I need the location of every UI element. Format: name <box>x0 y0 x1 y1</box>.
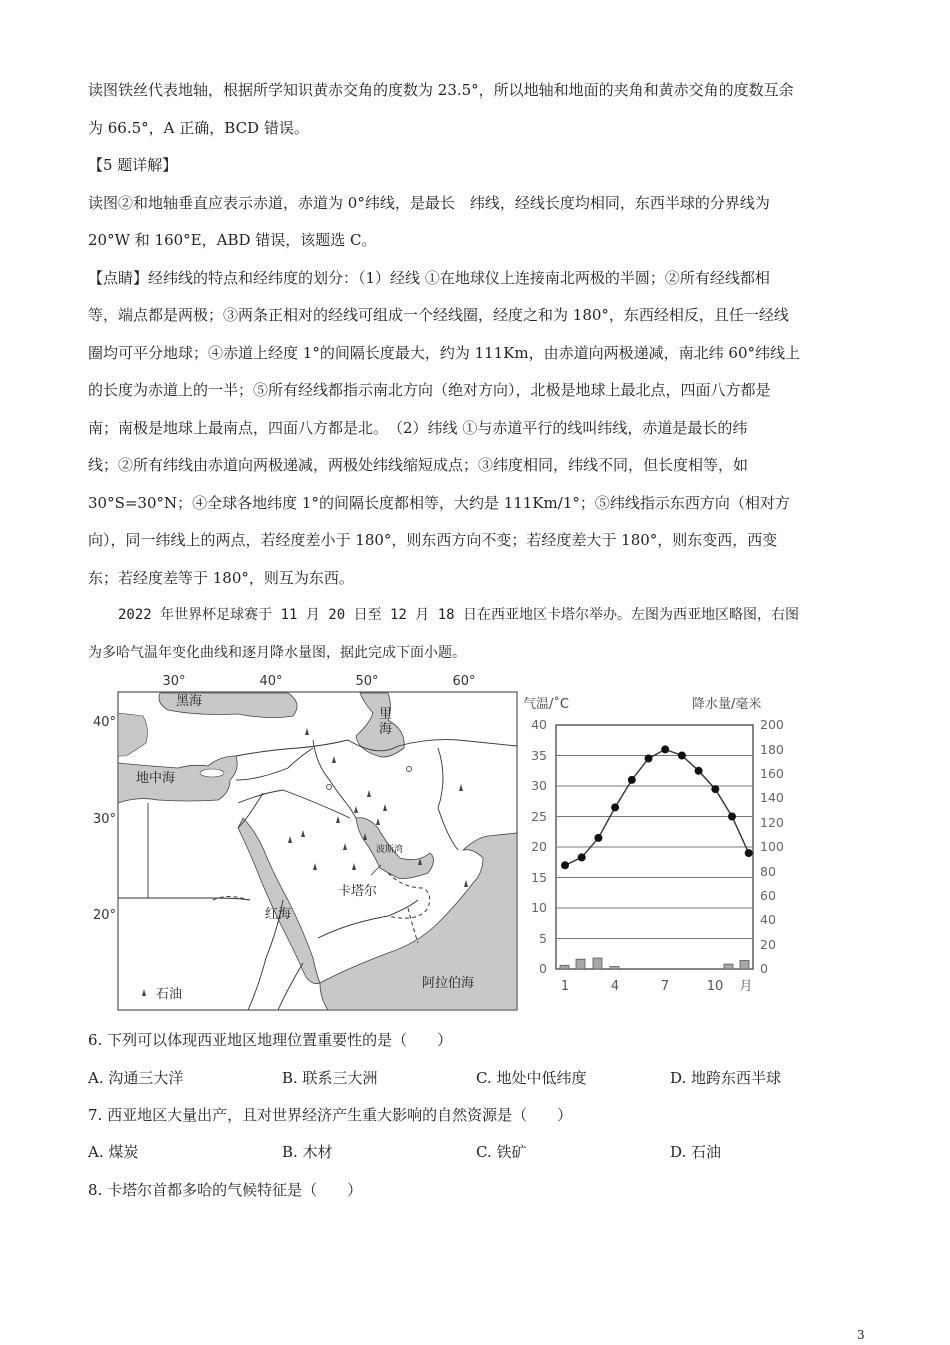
svg-text:180: 180 <box>760 742 784 757</box>
q6-option-d[interactable]: D. 地跨东西半球 <box>670 1069 782 1087</box>
svg-text:15: 15 <box>531 870 547 885</box>
svg-text:40: 40 <box>531 717 547 732</box>
svg-text:100: 100 <box>760 839 784 854</box>
section-heading-q5: 【5 题详解】 <box>88 156 178 174</box>
x-axis-label: 月 <box>739 979 753 994</box>
label-caspian-sea-2: 海 <box>379 722 393 737</box>
label-arabian-sea: 阿拉伯海 <box>422 976 475 991</box>
tip-line: 30°S=30°N；④全球各地纬度 1°的间隔长度都相等，大约是 111Km/1°；⑤纬线指示东西方向（相对方 <box>88 493 790 512</box>
q6-option-c[interactable]: C. 地处中低纬度 <box>476 1069 587 1087</box>
legend-oil-label: 石油 <box>156 987 183 1002</box>
y-right-label: 降水量/毫米 <box>692 697 762 712</box>
svg-text:40: 40 <box>760 912 776 927</box>
lat-label-20: 20° <box>92 908 116 923</box>
explanation-line: 为 66.5°，A 正确，BCD 错误。 <box>88 118 309 137</box>
lon-label-30: 30° <box>162 674 186 689</box>
lon-label-60: 60° <box>452 674 476 689</box>
y-right-ticks <box>760 717 784 976</box>
svg-text:25: 25 <box>531 809 547 824</box>
svg-text:200: 200 <box>760 717 784 732</box>
tip-line: 的长度为赤道上的一半；⑤所有经线都指示南北方向（绝对方向），北极是地球上最北点，四面八方都是 <box>88 381 771 399</box>
tip-line: 圈均可平分地球；④赤道上经度 1°的间隔长度最大，约为 111Km，由赤道向两极递减，南北纬 60°纬线上 <box>88 343 800 362</box>
lon-label-50: 50° <box>355 674 379 689</box>
doha-climate-chart <box>520 688 790 998</box>
q6-option-b[interactable]: B. 联系三大洲 <box>282 1069 378 1087</box>
lat-label-30: 30° <box>92 812 116 827</box>
label-red-sea: 红海 <box>265 907 292 922</box>
y-left-ticks <box>531 717 547 976</box>
svg-text:5: 5 <box>539 931 547 946</box>
svg-text:20: 20 <box>531 839 547 854</box>
label-black-sea: 黑海 <box>176 694 203 709</box>
svg-text:4: 4 <box>610 979 620 994</box>
tip-line: 东；若经度差等于 180°，则互为东西。 <box>88 568 354 587</box>
y-left-label: 气温/˚C <box>523 697 569 712</box>
svg-text:60: 60 <box>760 888 776 903</box>
label-mediterranean: 地中海 <box>136 771 176 786</box>
west-asia-map <box>88 668 518 1013</box>
q7-option-d[interactable]: D. 石油 <box>670 1143 722 1161</box>
explanation-line: 读图②和地轴垂直应表示赤道，赤道为 0°纬线，是最长 纬线，经线长度均相同，东西半球的分界线为 <box>88 193 770 212</box>
svg-text:10: 10 <box>706 979 724 994</box>
svg-text:140: 140 <box>760 790 784 805</box>
stem-line: 2022 年世界杯足球赛于 11 月 20 日至 12 月 18 日在西亚地区卡塔尔举办。左图为西亚地区略图，右图 <box>118 607 800 623</box>
q7-option-b[interactable]: B. 木材 <box>282 1143 333 1161</box>
svg-text:0: 0 <box>760 961 768 976</box>
page-number: 3 <box>857 1328 865 1342</box>
tip-line: 线；②所有纬线由赤道向两极递减，两极处纬线缩短成点；③纬度相同，纬线不同，但长度相等，如 <box>88 456 749 474</box>
question-stem <box>88 597 868 672</box>
tip-line: 【点睛】经纬线的特点和经纬度的划分：（1）经线 ①在地球仪上连接南北两极的半圆；②所有经线都相 <box>88 268 770 287</box>
svg-text:120: 120 <box>760 815 784 830</box>
label-qatar: 卡塔尔 <box>338 884 378 899</box>
lon-label-40: 40° <box>259 674 283 689</box>
svg-text:20: 20 <box>760 937 776 952</box>
q6-option-a[interactable]: A. 沟通三大洋 <box>88 1069 184 1087</box>
explanation-block <box>88 72 868 597</box>
tip-line: 南；南极是地球上最南点，四面八方都是北。 （2）纬线 ①与赤道平行的线叫纬线，赤道是最长的纬 <box>88 418 748 437</box>
question-8-stem: 8. 卡塔尔首都多哈的气候特征是（ ） <box>88 1181 363 1199</box>
svg-text:0: 0 <box>539 961 547 976</box>
x-ticks <box>561 979 753 994</box>
label-persian-gulf: 波斯湾 <box>376 845 404 855</box>
q7-option-a[interactable]: A. 煤炭 <box>88 1143 139 1161</box>
label-caspian-sea-1: 里 <box>379 707 393 722</box>
question-7-stem: 7. 西亚地区大量出产，且对世界经济产生重大影响的自然资源是（ ） <box>88 1106 573 1124</box>
lat-label-40: 40° <box>92 715 116 730</box>
q7-option-c[interactable]: C. 铁矿 <box>476 1143 527 1161</box>
svg-text:7: 7 <box>660 979 670 994</box>
svg-text:160: 160 <box>760 766 784 781</box>
svg-text:10: 10 <box>531 900 547 915</box>
question-6-stem: 6. 下列可以体现西亚地区地理位置重要性的是（ ） <box>88 1031 453 1049</box>
stem-line: 为多哈气温年变化曲线和逐月降水量图，据此完成下面小题。 <box>88 644 466 661</box>
tip-line: 向），同一纬线上的两点，若经度差小于 180°，则东西方向不变；若经度差大于 180°，则东变西，西变 <box>88 531 778 549</box>
svg-text:30: 30 <box>531 778 547 793</box>
explanation-line: 读图铁丝代表地轴，根据所学知识黄赤交角的度数为 23.5°，所以地轴和地面的夹角和黄赤交角的度数互余 <box>88 81 794 99</box>
svg-text:80: 80 <box>760 864 776 879</box>
explanation-line: 20°W 和 160°E，ABD 错误，该题选 C。 <box>88 231 377 249</box>
svg-text:1: 1 <box>560 979 570 994</box>
tip-line: 等，端点都是两极；③两条正相对的经线可组成一个经线圈，经度之和为 180°，东西经相反，且任一经线 <box>88 306 789 324</box>
svg-text:35: 35 <box>531 748 547 763</box>
